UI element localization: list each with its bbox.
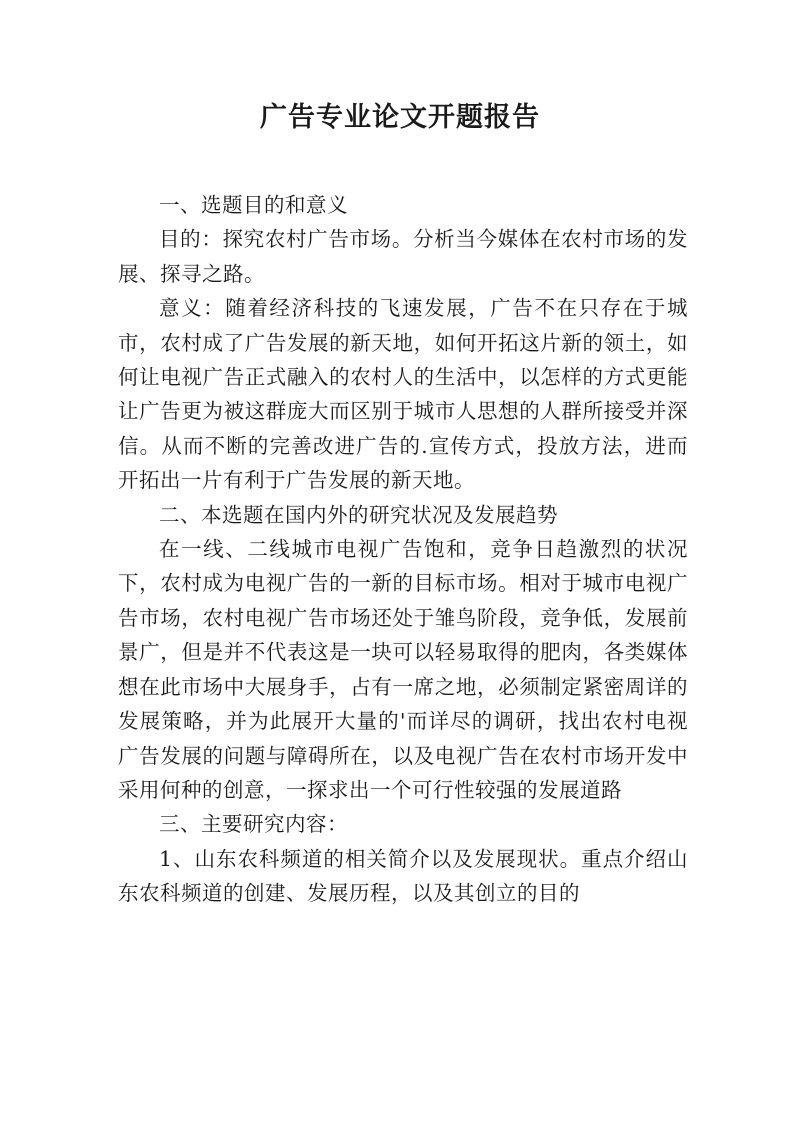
section-heading-research-status: 二、本选题在国内外的研究状况及发展趋势: [159, 502, 558, 527]
document-body: [118, 188, 688, 911]
paragraph-research-item-1: 1、山东农科频道的相关简介以及发展现状。重点介绍山东农科频道的创建、发展历程，以及其创立的目的: [118, 846, 688, 906]
paragraph-purpose: 目的：探究农村广告市场。分析当今媒体在农村市场的发展、探寻之路。: [118, 227, 688, 286]
document-title: 广告专业论文开题报告: [260, 102, 540, 133]
paragraph-research-status: 在一线、二线城市电视广告饱和，竞争日趋激烈的状况下，农村成为电视广告的一新的目标市场。相对于城市电视广告市场，农村电视广告市场还处于雏鸟阶段，竞争低，发展前景广，但是并不代表这是一块可以轻易取得的肥肉，各类媒体想在此市场中大展身手，占有一席之地，必须制定紧密周详的发展策略，并为此展开大量的'而详尽的调研，找出农村电视广告发展的问题与障碍所在，以及电视广告在农村市场开发中采用何种的创意，一探求出一个可行性较强的发展道路: [118, 537, 688, 802]
section-heading-purpose: 一、选题目的和意义: [159, 193, 348, 217]
section-heading-research-content: 三、主要研究内容：: [159, 812, 348, 837]
paragraph-significance: 意义：随着经济科技的飞速发展，广告不在只存在于城市，农村成了广告发展的新天地，如何开拓这片新的领土，如何让电视广告正式融入的农村人的生活中，以怎样的方式更能让广告更为被这群庞大而区别于城市人思想的人群所接受并深信。从而不断的完善改进广告的.宣传方式，投放方法，进而开拓出一片有利于广告发展的新天地。: [118, 296, 688, 493]
